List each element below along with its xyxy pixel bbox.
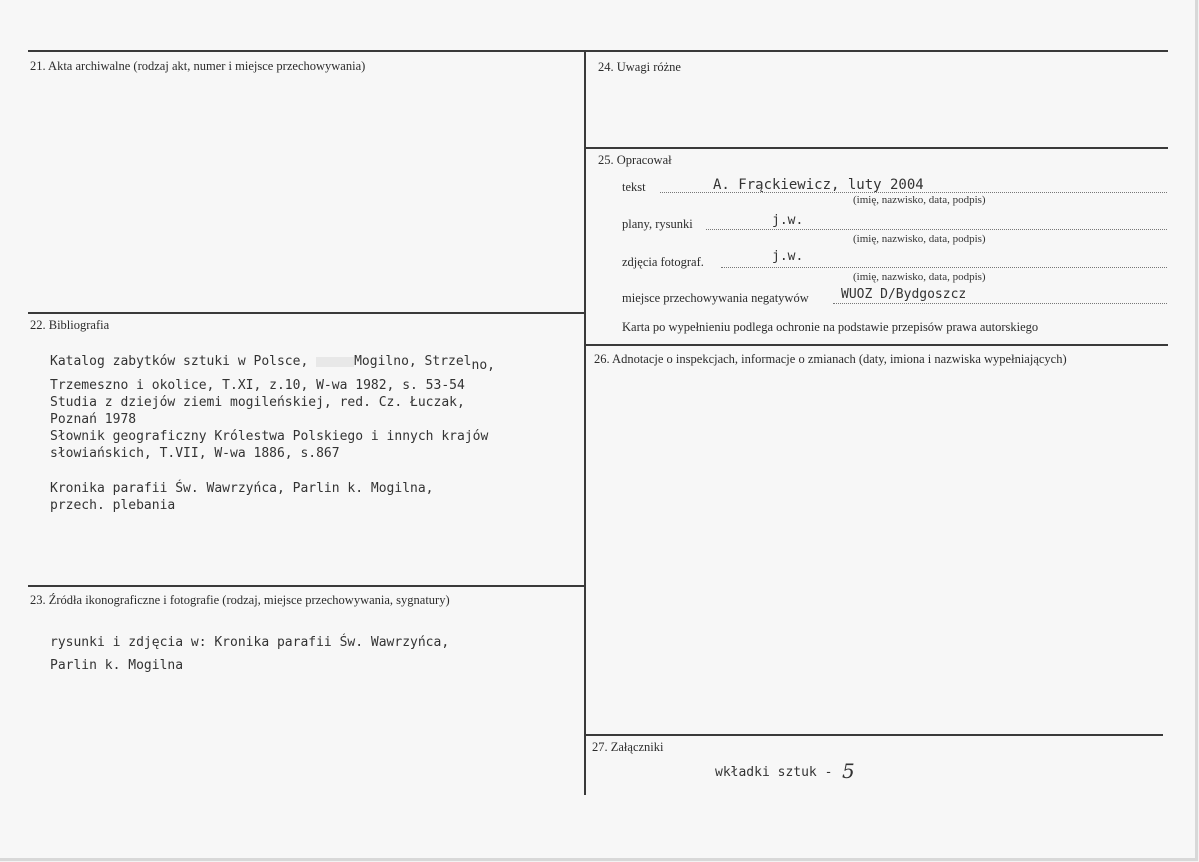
bibliography-line-5: Słownik geograficzny Królestwa Polskiego i innych krajów [50,429,489,444]
section-23-title: 23. Źródła ikonograficzne i fotografie (rodzaj, miejsce przechowywania, sygnatury) [30,593,450,607]
zdjecia-field-line [721,267,1167,268]
section-22-title: 22. Bibliografia [30,318,110,332]
bibliography-line-3: Studia z dziejów ziemi mogileńskiej, red. Cz. Łuczak, [50,395,465,410]
tekst-value: A. Frąckiewicz, luty 2004 [713,177,924,193]
zdjecia-hint: (imię, nazwisko, data, podpis) [853,271,986,283]
negatywy-value: WUOZ D/Bydgoszcz [841,287,967,302]
center-divider [584,50,586,795]
plany-hint: (imię, nazwisko, data, podpis) [853,233,986,245]
attachments-value: wkładki sztuk - [715,765,833,780]
bibliography-line-1: Katalog zabytków sztuki w Polsce, Mogilno, Strzelno, [50,354,495,373]
top-rule [28,50,1168,52]
rule-27 [585,734,1163,736]
section-27-title: 27. Załączniki [592,740,664,754]
plany-value: j.w. [772,213,804,228]
iconography-line-2: Parlin k. Mogilna [50,658,184,673]
rule-26 [585,344,1168,346]
section-21-title: 21. Akta archiwalne (rodzaj akt, numer i miejsce przechowywania) [30,59,366,73]
bibliography-line-8: przech. plebania [50,498,176,513]
rule-23 [28,585,585,587]
plany-label: plany, rysunki [622,217,693,231]
negatywy-label: miejsce przechowywania negatywów [622,291,809,305]
tekst-label: tekst [622,180,646,194]
section-25-title: 25. Opracował [598,153,672,167]
bibliography-line-4: Poznań 1978 [50,412,137,427]
bibliography-line-2: Trzemeszno i okolice, T.XI, z.10, W-wa 1982, s. 53-54 [50,378,465,393]
bibliography-line-7: Kronika parafii Św. Wawrzyńca, Parlin k. Mogilna, [50,481,434,496]
redacted-mark [316,357,354,367]
copyright-note: Karta po wypełnieniu podlega ochronie na podstawie przepisów prawa autorskiego [622,320,1039,334]
attachments-count: 5 [842,759,855,783]
rule-25 [585,147,1168,149]
rule-22 [28,312,585,314]
section-24-title: 24. Uwagi różne [598,60,681,74]
section-26-title: 26. Adnotacje o inspekcjach, informacje o zmianach (daty, imiona i nazwiska wypełniających) [594,352,1067,366]
zdjecia-value: j.w. [772,249,804,264]
zdjecia-label: zdjęcia fotograf. [622,255,704,269]
bibliography-line-6: słowiańskich, T.VII, W-wa 1886, s.867 [50,446,340,461]
plany-field-line [706,229,1167,230]
iconography-line-1: rysunki i zdjęcia w: Kronika parafii Św. Wawrzyńca, [50,635,450,650]
tekst-hint: (imię, nazwisko, data, podpis) [853,194,986,206]
negatywy-field-line [833,303,1167,304]
